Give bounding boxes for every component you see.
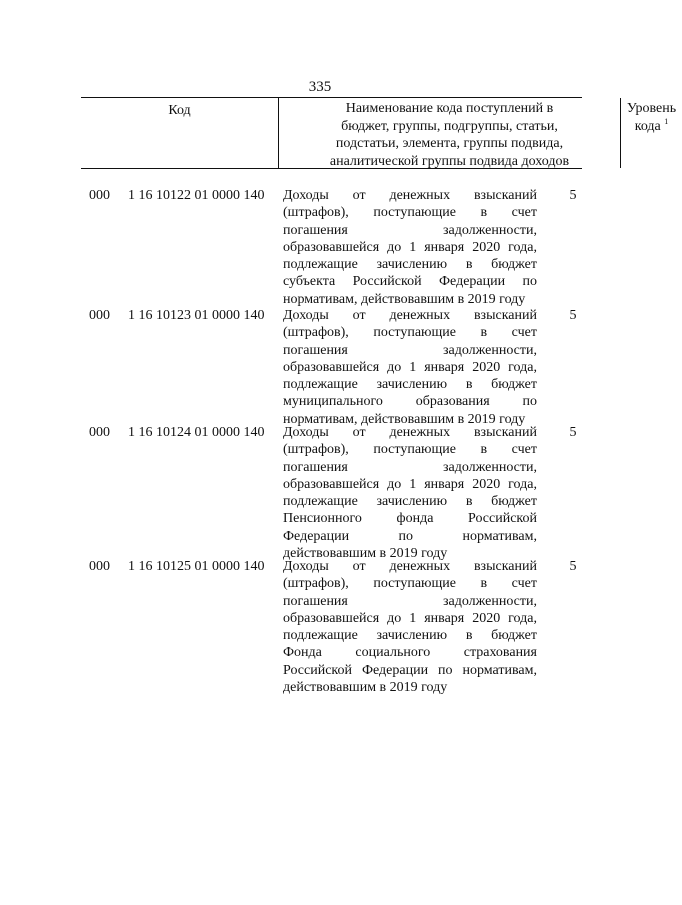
revenue-description (283, 187, 537, 308)
revenue-description (283, 558, 537, 696)
admin-code: 000 (89, 425, 110, 440)
header-level-line (621, 118, 682, 136)
header-name-line: Наименование кода поступлений в (345, 101, 554, 116)
table-header (81, 97, 677, 169)
description-line: действовавшим в 2019 году (283, 546, 448, 562)
description-line: образовавшейся до 1 января 2020 года, (283, 359, 537, 375)
description-line: погашения задолженности, (283, 459, 537, 475)
description-line: Доходы от денежных взысканий (283, 308, 537, 323)
description-line: (штрафов), поступающие в счет (283, 442, 537, 458)
description-line: Пенсионного фонда Российской (283, 511, 537, 527)
header-name-line: бюджет, группы, подгруппы, статьи, (341, 118, 558, 134)
description-line: погашения задолженности, (283, 222, 537, 238)
description-line: нормативам, действовавшим в 2019 году (283, 411, 526, 427)
description-line: Доходы от денежных взысканий (283, 425, 537, 440)
description-line: муниципального образования по (283, 394, 537, 410)
description-line: образовавшейся до 1 января 2020 года, (283, 610, 537, 626)
description-line: Российской Федерации по нормативам, (283, 662, 537, 678)
revenue-code: 1 16 10125 01 0000 140 (128, 559, 265, 574)
description-line: субъекта Российской Федерации по (283, 274, 537, 290)
description-line: подлежащие зачислению в бюджет (283, 628, 537, 644)
description-line: подлежащие зачислению в бюджет (283, 257, 537, 273)
header-name (278, 98, 621, 168)
header-level-line: Уровень (626, 101, 677, 116)
description-line: действовавшим в 2019 году (283, 680, 448, 696)
description-line: образовавшейся до 1 января 2020 года, (283, 239, 537, 255)
admin-code: 000 (89, 559, 110, 574)
description-line: подлежащие зачислению в бюджет (283, 377, 537, 393)
code-level: 5 (569, 308, 577, 323)
description-line: (штрафов), поступающие в счет (283, 205, 537, 221)
code-level: 5 (569, 188, 577, 203)
revenue-code: 1 16 10124 01 0000 140 (128, 425, 265, 440)
description-line: образовавшейся до 1 января 2020 года, (283, 476, 537, 492)
page-number: 335 (308, 79, 332, 95)
description-line: Доходы от денежных взысканий (283, 188, 537, 203)
header-name-line: аналитической группы подвида доходов (329, 153, 570, 169)
description-line: (штрафов), поступающие в счет (283, 576, 537, 592)
description-line: подлежащие зачислению в бюджет (283, 494, 537, 510)
description-line: Федерации по нормативам, (283, 528, 537, 544)
description-line: погашения задолженности, (283, 342, 537, 358)
footnote-marker: 1 (664, 116, 669, 126)
revenue-code: 1 16 10122 01 0000 140 (128, 188, 265, 203)
admin-code: 000 (89, 308, 110, 323)
description-line: Доходы от денежных взысканий (283, 559, 537, 574)
code-level: 5 (569, 559, 577, 574)
revenue-description (283, 307, 537, 428)
revenue-code: 1 16 10123 01 0000 140 (128, 308, 265, 323)
header-level (621, 98, 682, 168)
header-code: Код (168, 103, 191, 118)
description-line: Фонда социального страхования (283, 645, 537, 661)
code-level: 5 (569, 425, 577, 440)
description-line: (штрафов), поступающие в счет (283, 325, 537, 341)
header-level-text: кода (634, 118, 661, 134)
description-line: нормативам, действовавшим в 2019 году (283, 291, 526, 307)
revenue-description (283, 424, 537, 562)
header-name-line: подстатьи, элемента, группы подвида, (335, 136, 564, 151)
admin-code: 000 (89, 188, 110, 203)
description-line: погашения задолженности, (283, 593, 537, 609)
